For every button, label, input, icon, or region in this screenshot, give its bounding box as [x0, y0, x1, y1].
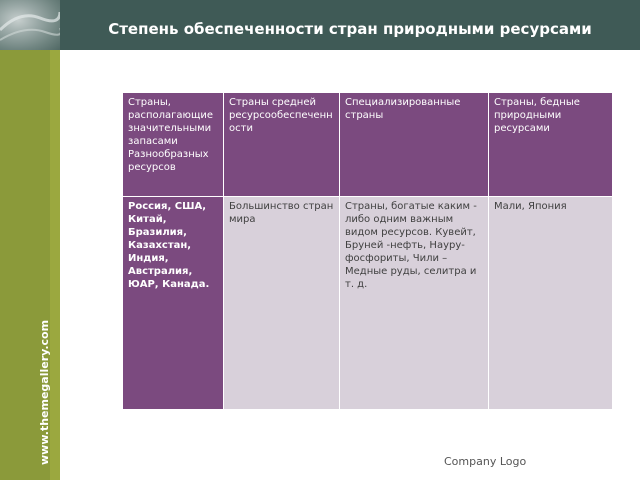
header-cell-specialized-countries: Специализированные страны [340, 93, 489, 197]
cell-medium-countries: Большинство стран мира [224, 197, 340, 410]
cell-specialized-countries: Страны, богатые каким - либо одним важным видом ресурсов. Кувейт, Бруней -нефть, Науру- фосфориты, Чили – Медные руды, селитра и т. д. [340, 197, 489, 410]
slide-title: Степень обеспеченности стран природными ресурсами [108, 20, 592, 38]
table-row [123, 197, 613, 410]
resources-table [122, 92, 613, 410]
left-sidebar-stripe [50, 50, 60, 480]
header-cell-medium-countries: Страны средней ресурсообеспеченности [224, 93, 340, 197]
company-logo: Company Logo [444, 455, 527, 468]
cell-poor-countries: Мали, Япония [489, 197, 613, 410]
website-url: www.themegallery.com [38, 319, 51, 465]
header-cell-rich-countries: Страны, располагающие значительными запасами Разнообразных ресурсов [123, 93, 224, 197]
table-header-row [123, 93, 613, 197]
header-cell-poor-countries: Страны, бедные природными ресурсами [489, 93, 613, 197]
corner-photo-image [0, 0, 60, 50]
cell-rich-countries: Россия, США, Китай, Бразилия, Казахстан, Индия, Австралия, ЮАР, Канада. [123, 197, 224, 410]
